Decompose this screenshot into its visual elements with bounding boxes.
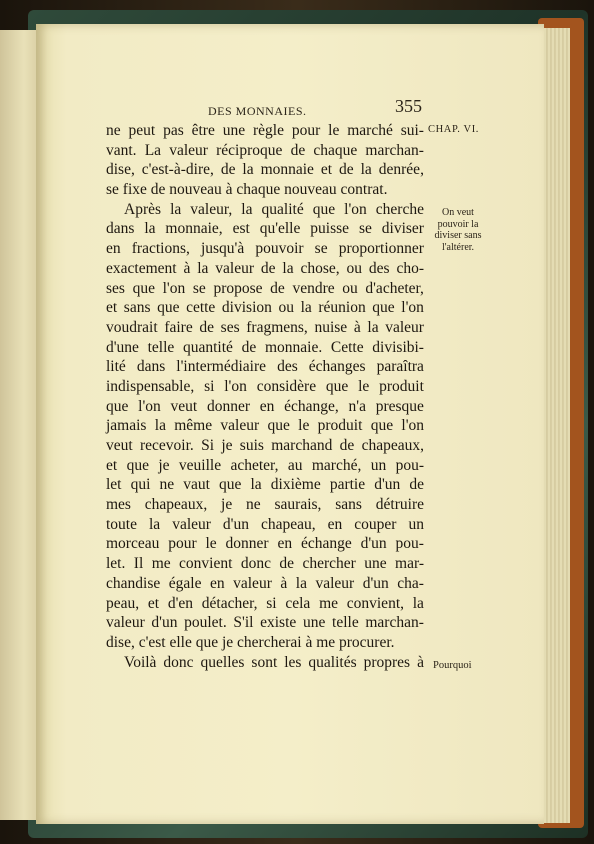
text-line: dise, c'est-à-dire, de la monnaie et de la denrée, (106, 161, 424, 179)
running-head: DES MONNAIES. (208, 104, 307, 118)
text-line: que l'on veut donner en échange, n'a presque (106, 397, 424, 415)
text-line: voudrait faire de ses fragmens, nuise à la valeur (106, 318, 424, 336)
margin-catchword: Pourquoi (433, 660, 472, 671)
text-line: valeur d'un poulet. S'il existe une telle marchan- (106, 614, 424, 632)
text-line: mes chapeaux, je ne saurais, sans détruire (106, 496, 424, 514)
sidenote-line: l'altérer. (441, 241, 475, 253)
text-line: jamais la même valeur que le produit que l'on (106, 417, 424, 435)
sidenote-line: On veut (442, 207, 474, 218)
text-line: ses que l'on se propose de vendre ou d'acheter, (106, 279, 424, 297)
text-line: veut recevoir. Si je suis marchand de chapeaux, (106, 437, 424, 454)
text-line: exactement à la valeur de la chose, ou des cho- (106, 259, 424, 277)
text-line: dans la monnaie, est qu'elle puisse se diviser (106, 220, 424, 238)
text-line: dise, c'est elle que je chercherai à me procurer. (106, 633, 395, 651)
text-line: Après la valeur, la qualité que l'on cherche (124, 200, 424, 218)
body-text (106, 121, 424, 672)
text-line: en fractions, jusqu'à pouvoir se proportionner (106, 240, 424, 258)
text-line: et sans que cette division ou la réunion que l'on (106, 299, 424, 317)
facing-page-edge (0, 30, 40, 820)
page-header (208, 96, 422, 120)
page-number: 355 (395, 96, 422, 116)
text-line: vant. La valeur réciproque de chaque marchan- (106, 141, 424, 159)
text-line: ne peut pas être une règle pour le marché sui- (106, 122, 424, 139)
text-line: se fixe de nouveau à chaque nouveau contrat. (106, 181, 388, 199)
text-line: morceau pour le donner en échange d'un pou- (106, 535, 424, 553)
text-line: indispensable, si l'on considère que le produit (106, 377, 424, 395)
text-line: peau, et d'en détacher, si cela me convient, la (106, 594, 424, 612)
text-line: chandise égale en valeur à la valeur d'un cha- (106, 574, 424, 592)
sidenote-line: diviser sans (434, 230, 482, 241)
chapter-marker: CHAP. VI. (428, 124, 480, 135)
text-line: toute la valeur d'un chapeau, en couper un (106, 515, 424, 533)
text-line: lité dans l'intermédiaire des échanges paraîtra (106, 358, 424, 376)
text-line: d'une telle quantité de monnaie. Cette divisibi- (106, 338, 424, 356)
page-stack-edge (540, 28, 570, 823)
text-line: let qui ne vaut que la dixième partie d'un de (106, 476, 424, 494)
sidenote-line: pouvoir la (437, 218, 479, 230)
margin-sidenote (430, 207, 486, 253)
text-line: et que je veuille acheter, au marché, un pou- (106, 456, 424, 474)
text-line: Voilà donc quelles sont les qualités propres à (124, 653, 424, 671)
text-line: let. Il me convient donc de chercher une mar- (106, 555, 424, 573)
